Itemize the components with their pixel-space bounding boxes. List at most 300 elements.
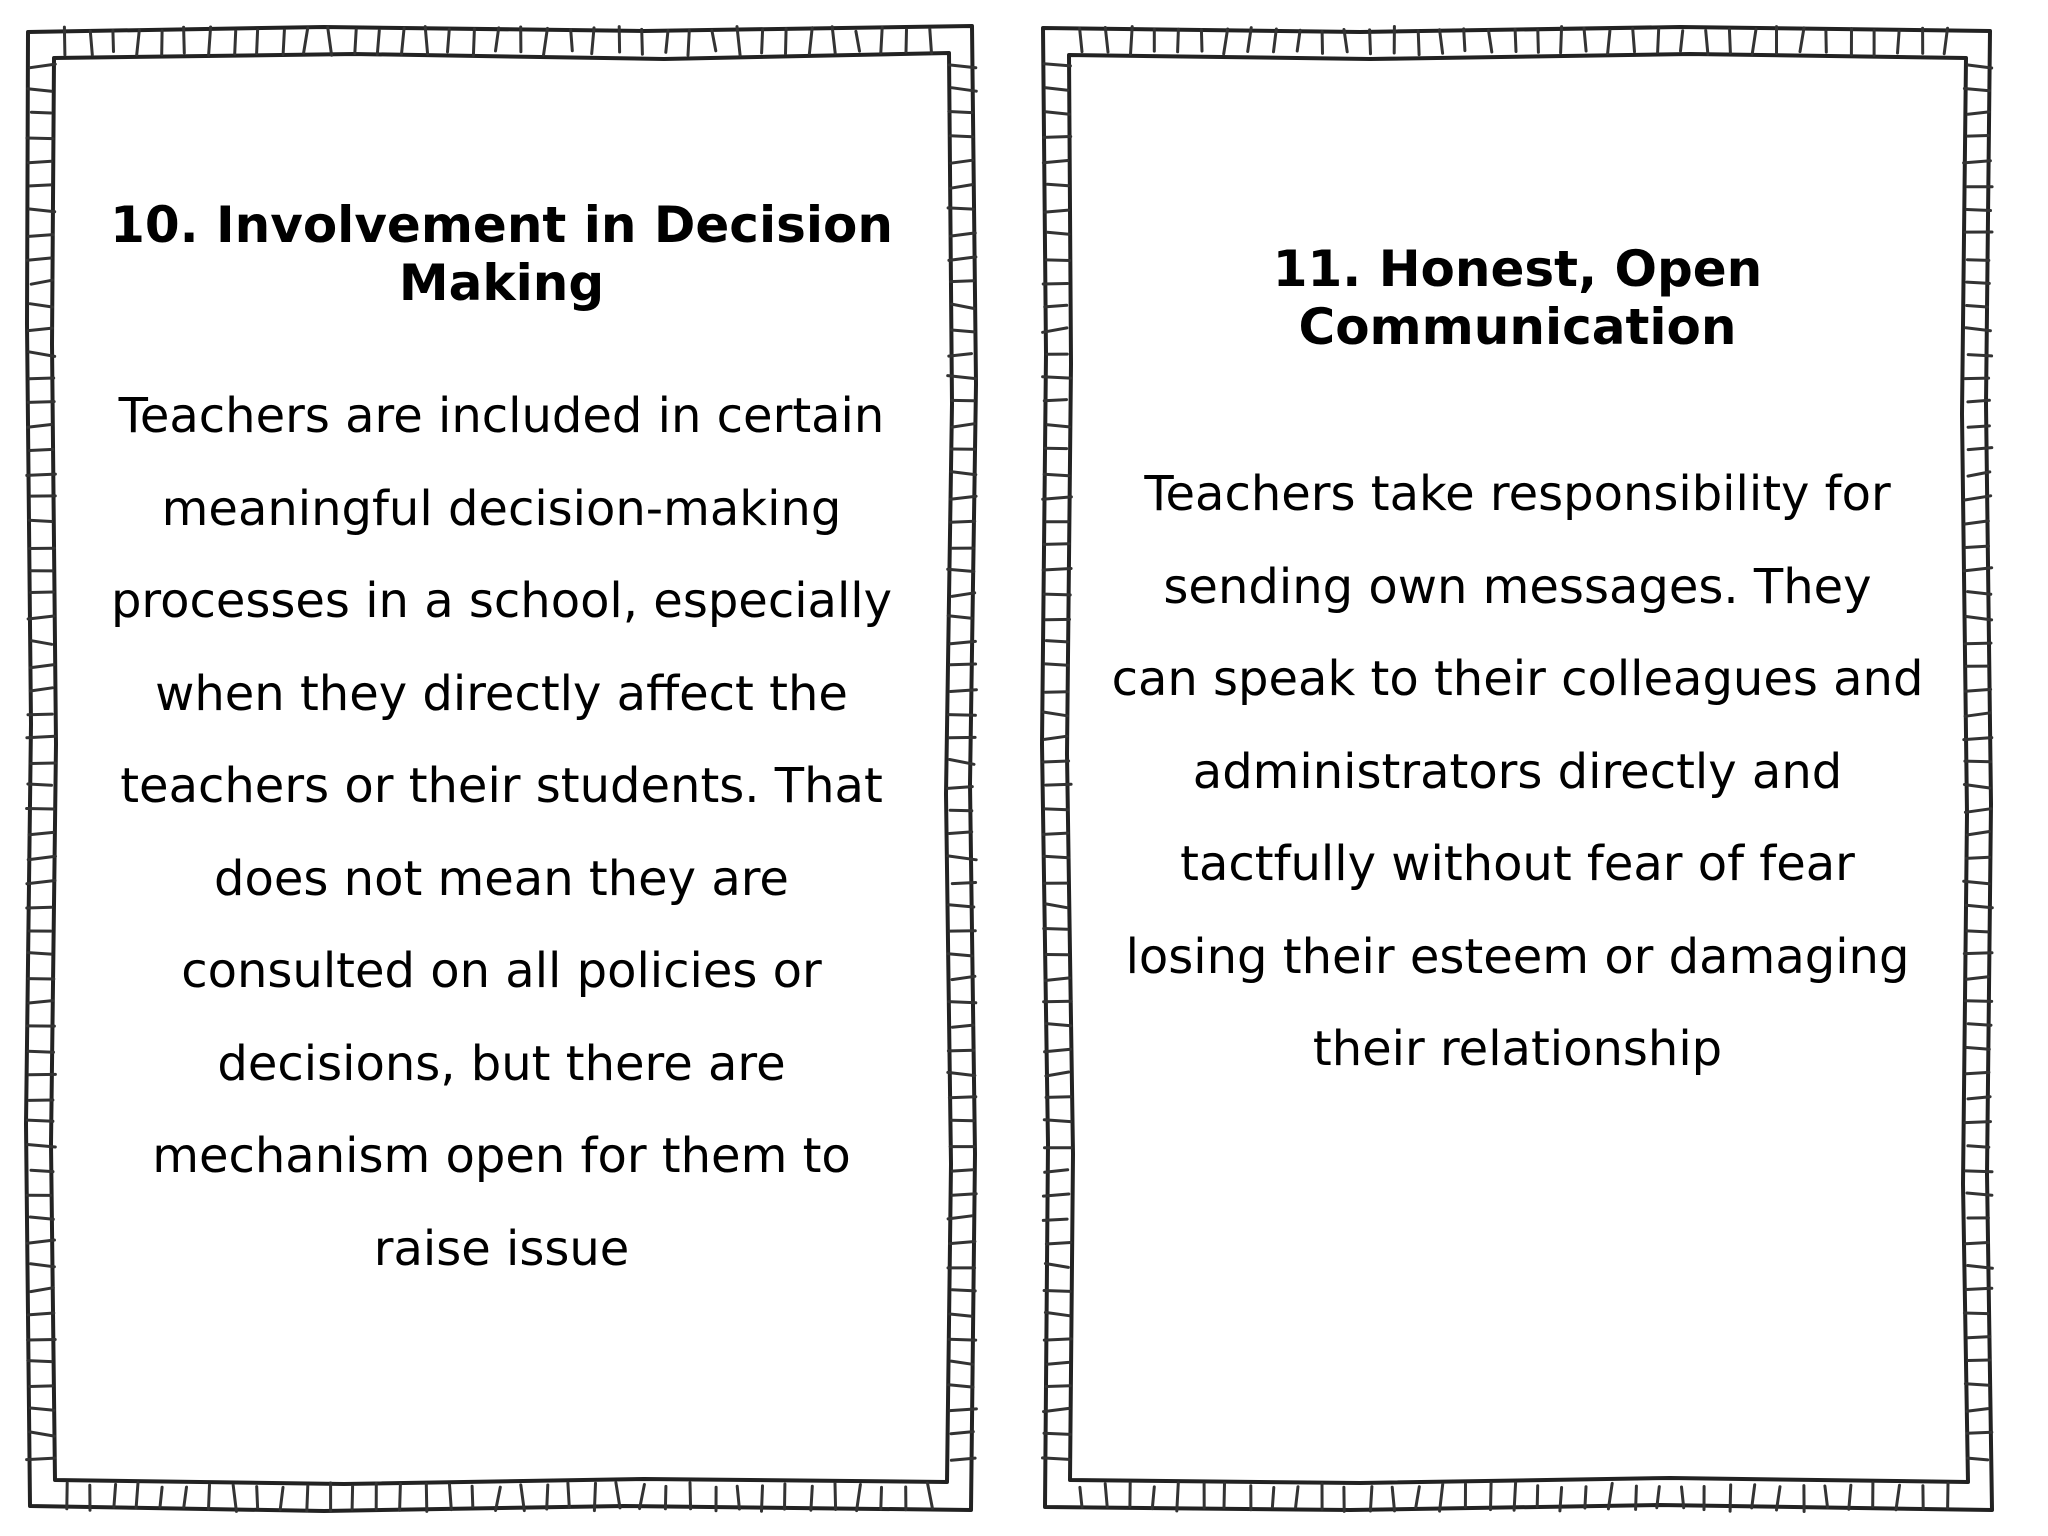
border-tick: [31, 1288, 54, 1292]
card-body-line: meaningful decision-making: [161, 480, 842, 537]
card-title: [79, 196, 924, 312]
border-tick: [1370, 30, 1371, 54]
border-tick: [1515, 29, 1516, 51]
border-tick: [1967, 1048, 1990, 1050]
border-tick: [1370, 1487, 1372, 1511]
border-tick: [594, 1483, 595, 1510]
card-title-line: 10. Involvement in Decision: [110, 196, 893, 254]
border-tick: [951, 1432, 973, 1434]
border-tick: [949, 715, 976, 716]
card-body-line: Teachers are included in certain: [118, 388, 885, 444]
card-body-line: Teachers take responsibility for: [1144, 466, 1891, 522]
border-tick: [1965, 761, 1991, 762]
border-tick: [31, 1170, 53, 1171]
border-tick: [832, 27, 835, 54]
border-tick: [30, 665, 54, 668]
border-tick: [1964, 89, 1989, 91]
border-tick: [811, 1486, 812, 1510]
border-tick: [949, 1097, 975, 1098]
border-tick: [30, 1386, 53, 1387]
border-tick: [948, 1072, 975, 1075]
border-tick: [1043, 284, 1067, 285]
border-tick: [666, 31, 668, 53]
border-tick: [355, 30, 356, 54]
border-tick: [951, 1120, 973, 1121]
card-body-line: losing their esteem or damaging: [1125, 928, 1910, 985]
border-tick: [28, 161, 51, 163]
border-tick: [28, 1051, 53, 1052]
border-tick: [948, 954, 972, 956]
border-tick: [952, 1170, 973, 1171]
border-tick: [209, 1485, 210, 1509]
border-tick: [1464, 29, 1465, 51]
border-tick: [1046, 784, 1071, 785]
border-tick: [948, 616, 971, 619]
border-tick: [1224, 1483, 1225, 1508]
border-tick: [642, 29, 643, 54]
card-body-line: when they directly affect the: [155, 665, 848, 722]
border-tick: [1964, 953, 1992, 954]
border-tick: [27, 1458, 55, 1460]
border-tick: [1046, 641, 1067, 642]
card-body-line: does not mean they are: [214, 850, 789, 907]
border-tick: [402, 28, 405, 54]
border-tick: [1043, 1458, 1070, 1460]
border-tick: [950, 496, 976, 499]
border-tick: [1440, 30, 1443, 54]
border-tick: [1968, 1024, 1991, 1025]
border-tick: [949, 112, 972, 113]
border-tick: [1896, 1485, 1900, 1510]
border-tick: [949, 832, 971, 834]
border-tick: [948, 787, 973, 789]
border-tick: [304, 28, 308, 53]
border-tick: [1968, 426, 1989, 427]
border-tick: [28, 425, 52, 428]
border-tick: [1967, 832, 1989, 835]
border-tick: [1048, 425, 1070, 427]
border-tick: [1043, 569, 1071, 571]
border-tick: [400, 1484, 401, 1510]
border-tick: [950, 1409, 976, 1411]
border-tick: [28, 1313, 54, 1315]
border-tick: [27, 474, 56, 475]
border-tick: [951, 664, 976, 665]
border-tick: [1968, 400, 1990, 402]
border-tick: [1080, 28, 1082, 52]
border-tick: [568, 1483, 569, 1507]
border-tick: [949, 1002, 976, 1003]
border-tick: [30, 1432, 55, 1436]
border-tick: [28, 1340, 56, 1341]
border-tick: [1044, 1433, 1070, 1434]
border-tick: [27, 258, 50, 260]
border-tick: [30, 688, 52, 691]
border-tick: [31, 763, 55, 764]
border-tick: [1044, 594, 1070, 595]
card-title: [1095, 240, 1940, 356]
card-body-line: sending own messages. They: [1163, 558, 1872, 615]
border-tick: [27, 907, 52, 908]
card-honest-open-communication: [1040, 24, 1995, 1514]
border-tick: [1043, 761, 1069, 762]
card-title-line: Making: [398, 254, 605, 312]
border-tick: [1968, 1360, 1990, 1361]
border-tick: [1178, 29, 1179, 52]
border-tick: [28, 89, 52, 92]
border-tick: [1043, 1219, 1067, 1220]
border-tick: [257, 30, 258, 54]
border-tick: [930, 29, 932, 53]
border-tick: [235, 31, 236, 54]
border-tick: [1044, 1339, 1071, 1340]
border-tick: [1706, 31, 1708, 55]
border-tick: [448, 29, 450, 52]
border-tick: [616, 1483, 620, 1508]
border-tick: [1967, 260, 1988, 261]
border-tick: [809, 28, 812, 54]
border-tick: [1044, 1120, 1070, 1122]
border-tick: [1537, 1486, 1538, 1507]
border-tick: [949, 257, 976, 261]
border-tick: [1416, 1487, 1420, 1508]
border-tick: [1967, 306, 1988, 308]
border-tick: [1047, 232, 1069, 234]
border-tick: [30, 1217, 53, 1219]
border-tick: [1967, 282, 1990, 283]
border-tick: [1538, 30, 1539, 52]
border-tick: [473, 29, 474, 55]
card-body-line: raise issue: [373, 1220, 630, 1277]
border-tick: [1967, 1432, 1992, 1433]
border-tick: [1045, 210, 1069, 212]
border-tick: [1968, 136, 1989, 137]
border-tick: [1043, 833, 1067, 834]
border-tick: [31, 280, 52, 284]
border-tick: [1608, 31, 1610, 54]
border-tick: [30, 449, 53, 450]
border-tick: [1046, 1097, 1070, 1098]
border-tick: [1044, 400, 1066, 401]
border-tick: [1043, 712, 1067, 716]
border-tick: [30, 1408, 54, 1410]
border-tick: [951, 1361, 972, 1364]
border-tick: [948, 208, 973, 209]
border-tick: [1965, 1001, 1992, 1002]
border-tick: [1966, 1243, 1989, 1244]
border-tick: [1968, 112, 1989, 114]
border-tick: [1201, 30, 1202, 51]
border-tick: [1045, 664, 1068, 665]
border-tick: [1968, 1337, 1990, 1338]
border-tick: [688, 30, 689, 55]
border-tick: [952, 330, 974, 332]
border-tick: [1044, 1291, 1070, 1292]
border-tick: [28, 784, 52, 785]
border-tick: [906, 30, 907, 52]
border-tick: [32, 641, 52, 645]
border-tick: [665, 1486, 666, 1508]
border-tick: [952, 883, 975, 884]
border-tick: [1046, 904, 1067, 908]
border-tick: [1729, 29, 1730, 53]
card-body-line: processes in a school, especially: [110, 573, 893, 629]
border-tick: [1043, 377, 1071, 378]
border-tick: [1965, 1384, 1988, 1386]
card-body-line: mechanism open for them to: [152, 1128, 851, 1184]
border-tick: [1080, 1487, 1082, 1507]
border-tick: [1966, 546, 1989, 547]
border-tick: [690, 1483, 691, 1509]
border-tick: [28, 616, 54, 619]
card-body-line: their relationship: [1312, 1021, 1723, 1077]
border-tick: [1044, 856, 1069, 858]
border-tick: [28, 1361, 52, 1362]
border-tick: [28, 402, 54, 403]
border-tick: [137, 30, 140, 55]
border-tick: [113, 31, 114, 52]
border-tick: [952, 304, 974, 308]
border-tick: [426, 1484, 427, 1512]
border-tick: [1296, 1487, 1298, 1508]
border-tick: [1849, 1485, 1851, 1509]
border-tick: [1272, 1488, 1273, 1508]
border-tick: [1514, 1483, 1516, 1511]
border-tick: [951, 185, 973, 189]
border-tick: [450, 1485, 452, 1510]
border-tick: [1045, 809, 1068, 810]
border-tick: [114, 1484, 116, 1507]
border-tick: [27, 1120, 53, 1121]
border-tick: [1752, 29, 1756, 54]
border-tick: [1177, 1483, 1179, 1511]
border-tick: [1584, 28, 1586, 51]
border-tick: [1047, 184, 1068, 186]
border-tick: [1964, 1313, 1987, 1314]
border-tick: [952, 1025, 973, 1027]
border-tick: [1898, 31, 1900, 53]
border-tick: [1965, 689, 1990, 691]
border-tick: [136, 1483, 138, 1508]
border-tick: [1131, 27, 1133, 55]
border-tick: [1044, 544, 1069, 545]
border-tick: [29, 832, 53, 834]
border-tick: [1044, 929, 1067, 930]
border-tick: [472, 1486, 473, 1507]
border-tick: [1681, 31, 1683, 51]
border-tick: [857, 1485, 861, 1511]
border-tick: [1152, 1487, 1154, 1509]
border-tick: [928, 1483, 933, 1508]
border-tick: [184, 27, 185, 53]
border-tick: [29, 378, 53, 379]
border-tick: [1964, 161, 1991, 163]
card-body-line: decisions, but there are: [217, 1035, 786, 1092]
card-body: [79, 370, 924, 1295]
border-tick: [950, 1242, 975, 1244]
border-tick: [951, 521, 975, 522]
border-tick: [1044, 64, 1070, 66]
border-tick: [1585, 1487, 1586, 1508]
border-tick: [786, 29, 787, 54]
border-tick: [1968, 448, 1992, 450]
card-body-line: tactfully without fear of fear: [1180, 836, 1855, 892]
border-tick: [1046, 88, 1068, 90]
border-tick: [950, 1314, 972, 1316]
border-tick: [29, 520, 51, 521]
border-tick: [948, 1050, 974, 1051]
card-title-line: Communication: [1298, 298, 1737, 356]
border-tick: [835, 1483, 836, 1509]
border-tick: [544, 28, 548, 55]
border-tick: [1965, 1122, 1991, 1123]
border-tick: [27, 881, 55, 884]
card-body-line: administrators directly and: [1192, 743, 1843, 800]
border-tick: [1965, 713, 1990, 717]
border-tick: [1968, 1146, 1989, 1147]
border-tick: [951, 160, 973, 163]
border-tick: [1043, 497, 1072, 499]
border-tick: [1044, 137, 1071, 138]
border-tick: [1965, 378, 1989, 379]
border-tick: [1825, 1486, 1828, 1507]
border-tick: [1968, 1458, 1988, 1460]
border-tick: [951, 472, 976, 475]
border-tick: [1046, 1072, 1069, 1076]
border-tick: [1968, 355, 1991, 356]
card-title-line: 11. Honest, Open: [1272, 240, 1763, 298]
border-tick: [1045, 978, 1069, 981]
border-tick: [1046, 1243, 1070, 1245]
border-tick: [1043, 161, 1067, 163]
border-tick: [1047, 1362, 1068, 1364]
border-tick: [64, 27, 65, 55]
border-tick: [1966, 857, 1989, 858]
border-tick: [307, 1486, 308, 1511]
border-tick: [1046, 1024, 1070, 1026]
border-tick: [28, 714, 52, 715]
border-tick: [29, 235, 53, 237]
border-tick: [1105, 1484, 1107, 1507]
border-tick: [1966, 1288, 1991, 1289]
border-tick: [1046, 260, 1069, 261]
border-tick: [1224, 29, 1228, 54]
card-body-line: can speak to their colleagues and: [1111, 651, 1924, 707]
border-tick: [27, 138, 53, 139]
border-tick: [951, 281, 974, 282]
border-tick: [951, 690, 977, 692]
border-tick: [209, 27, 211, 55]
border-tick: [1965, 809, 1991, 813]
border-tick: [30, 64, 55, 68]
card-body-line: teachers or their students. That: [120, 758, 883, 814]
border-tick: [1491, 1483, 1492, 1510]
border-tick: [27, 809, 54, 810]
border-tick: [881, 1487, 882, 1509]
border-tick: [1489, 30, 1492, 52]
border-tick: [90, 31, 92, 55]
border-tick: [1043, 1194, 1068, 1196]
border-tick: [762, 1486, 763, 1511]
border-tick: [1561, 27, 1562, 53]
border-tick: [28, 953, 51, 955]
border-tick: [257, 1487, 258, 1508]
border-tick: [949, 1339, 976, 1340]
border-tick: [1965, 521, 1988, 524]
border-tick: [30, 209, 55, 212]
border-tick: [377, 31, 379, 55]
border-tick: [547, 1485, 548, 1509]
border-tick: [30, 185, 50, 186]
border-tick: [425, 27, 427, 54]
border-tick: [1633, 29, 1635, 52]
border-tick: [1966, 1072, 1989, 1073]
border-tick: [1965, 643, 1991, 644]
border-tick: [1800, 28, 1804, 52]
border-tick: [1045, 305, 1067, 307]
border-tick: [948, 569, 974, 571]
border-tick: [952, 1194, 976, 1196]
border-tick: [184, 1487, 187, 1507]
border-tick: [881, 27, 882, 53]
border-tick: [496, 28, 499, 51]
card-body-line: consulted on all policies or: [181, 943, 822, 999]
border-tick: [949, 1385, 973, 1387]
border-tick: [1105, 28, 1108, 52]
border-tick: [352, 1486, 353, 1509]
card-involvement-in-decision-making: [24, 24, 979, 1514]
border-tick: [28, 856, 55, 860]
border-tick: [952, 1290, 975, 1291]
border-tick: [571, 30, 573, 51]
card-body: [1095, 448, 1940, 1096]
border-tick: [1730, 1485, 1731, 1511]
border-tick: [712, 31, 716, 51]
border-tick: [328, 27, 332, 55]
border-tick: [1418, 31, 1419, 55]
border-tick: [1046, 1386, 1070, 1387]
border-tick: [1967, 1409, 1988, 1412]
border-tick: [1967, 210, 1991, 211]
border-tick: [28, 328, 52, 331]
border-tick: [160, 1487, 162, 1507]
border-tick: [1560, 1488, 1562, 1511]
border-tick: [280, 1487, 283, 1509]
border-tick: [1967, 977, 1989, 980]
border-tick: [1964, 738, 1992, 740]
border-tick: [31, 592, 54, 593]
border-tick: [1967, 931, 1988, 932]
border-tick: [1636, 1486, 1637, 1509]
border-tick: [1297, 30, 1300, 51]
border-tick: [950, 233, 975, 236]
border-tick: [950, 136, 972, 137]
border-tick: [283, 30, 284, 54]
border-tick: [31, 112, 51, 113]
border-tick: [29, 1001, 53, 1003]
border-tick: [27, 736, 55, 737]
border-tick: [856, 31, 860, 51]
border-tick: [952, 424, 975, 427]
border-tick: [1966, 1171, 1992, 1172]
border-tick: [1045, 1312, 1069, 1315]
border-tick: [30, 304, 53, 307]
border-tick: [1658, 29, 1659, 53]
border-tick: [762, 30, 763, 53]
border-tick: [950, 810, 972, 811]
border-tick: [1044, 474, 1069, 476]
border-tick: [1045, 736, 1067, 739]
